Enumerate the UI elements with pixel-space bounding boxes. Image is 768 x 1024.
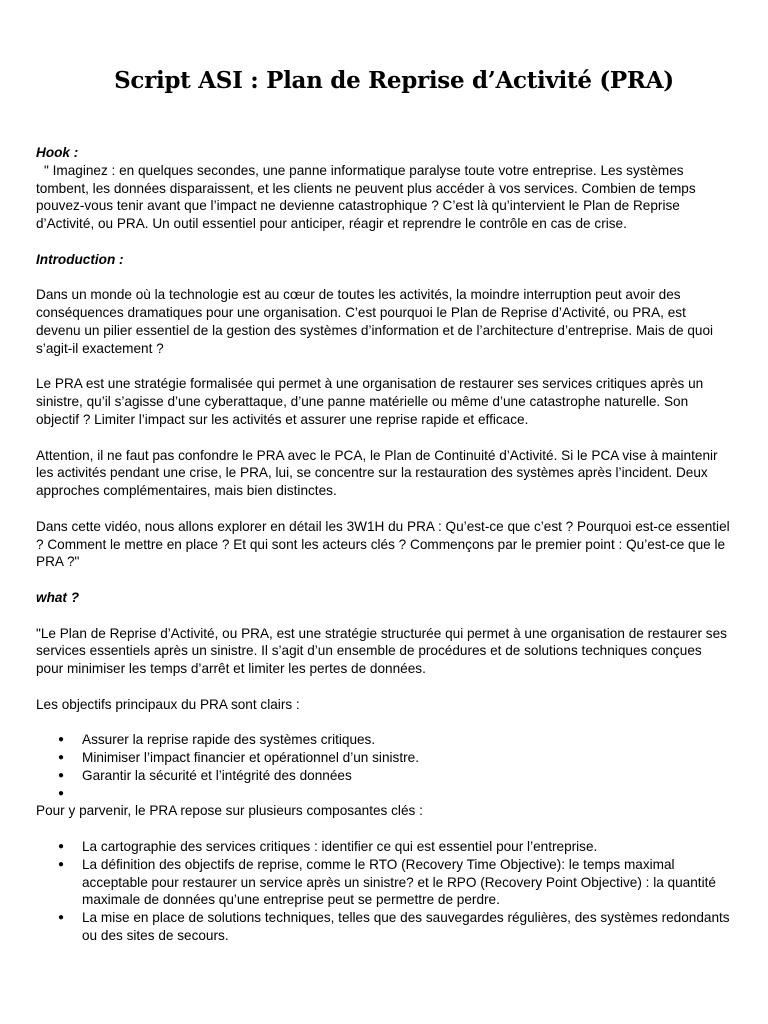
introduction-paragraph-2: Le PRA est une stratégie formalisée qui permet à une organisation de restaurer ses services critiques après un sinistre, qu’il s’agisse d’une cyberattaque, d’une panne matérielle ou même d’une catastrophe naturelle. Son objectif ? Limiter l’impact sur les activités et assurer une reprise rapide et efficace. [36, 376, 704, 427]
what-paragraph: "Le Plan de Reprise d’Activité, ou PRA, est une stratégie structurée qui permet à une organisation de restaurer ses services essentiels après un sinistre. Il s’agit d’un ensemble de procédures et de solutions techniques conçues pour minimiser les temps d’arrêt et limiter les pertes de données. [36, 625, 727, 677]
document-body [36, 144, 732, 945]
list-item: ● La définition des objectifs de reprise, comme le RTO (Recovery Time Objective): le temps maximal acceptable pour restaurer un service après un sinistre? et le RPO (Recovery Point Objective) : la quantité maximale de données qu’une entreprise peut se permettre de perdre. [36, 856, 732, 909]
introduction-paragraph-4: Dans cette vidéo, nous allons explorer en détail les 3W1H du PRA : Qu’est-ce que c’est ? Pourquoi est-ce essentiel ? Comment le mettre en place ? Et qui sont les acteurs clés ? Commençons par le premier point : Qu’est-ce que le PRA ?" [36, 518, 730, 570]
list-item: ● Assurer la reprise rapide des systèmes critiques. [36, 731, 732, 749]
hook-heading: Hook : [36, 145, 79, 160]
list-item: ● Garantir la sécurité et l’intégrité des données [36, 767, 732, 785]
page-title: Script ASI : Plan de Reprise d’Activité (PRA) [114, 67, 674, 94]
introduction-heading: Introduction : [36, 251, 124, 267]
empty-list-item [36, 785, 732, 803]
objectives-intro: Les objectifs principaux du PRA sont clairs : [36, 696, 300, 712]
list-item: ● La mise en place de solutions techniques, telles que des sauvegardes régulières, des systèmes redondants ou des sites de secours. [36, 909, 732, 945]
introduction-paragraph-3: Attention, il ne faut pas confondre le PRA avec le PCA, le Plan de Continuité d’Activité. Si le PCA vise à maintenir les activités pendant une crise, le PRA, lui, se concentre sur la restauration des systèmes après l’incident. Deux approches complémentaires, mais bien distinctes. [36, 447, 718, 499]
introduction-paragraph-1: Dans un monde où la technologie est au cœur de toutes les activités, la moindre interruption peut avoir des conséquences dramatiques pour une organisation. C’est pourquoi le Plan de Reprise d’Activité, ou PRA, est devenu un pilier essentiel de la gestion des systèmes d’information et de l’architecture d’entreprise. Mais de quoi s’agit-il exactement ? [36, 287, 714, 356]
what-heading: what ? [36, 589, 80, 605]
list-item: ● Minimiser l’impact financier et opérationnel d’un sinistre. [36, 749, 732, 767]
components-list [36, 838, 732, 945]
objectives-list [36, 731, 732, 802]
list-item: ● La cartographie des services critiques : identifier ce qui est essentiel pour l’entreprise. [36, 838, 732, 856]
components-intro: Pour y parvenir, le PRA repose sur plusieurs composantes clés : [36, 803, 423, 819]
hook-paragraph: " Imaginez : en quelques secondes, une panne informatique paralyse toute votre entreprise. Les systèmes tombent, les données disparaissent, et les clients ne peuvent plus accéder à vos services. Combien de temps pouvez-vous tenir avant que l’impact ne devienne catastrophique ? C’est là qu’intervient le Plan de Reprise d’Activité, ou PRA. Un outil essentiel pour anticiper, réagir et reprendre le contrôle en cas de crise. [36, 162, 696, 232]
